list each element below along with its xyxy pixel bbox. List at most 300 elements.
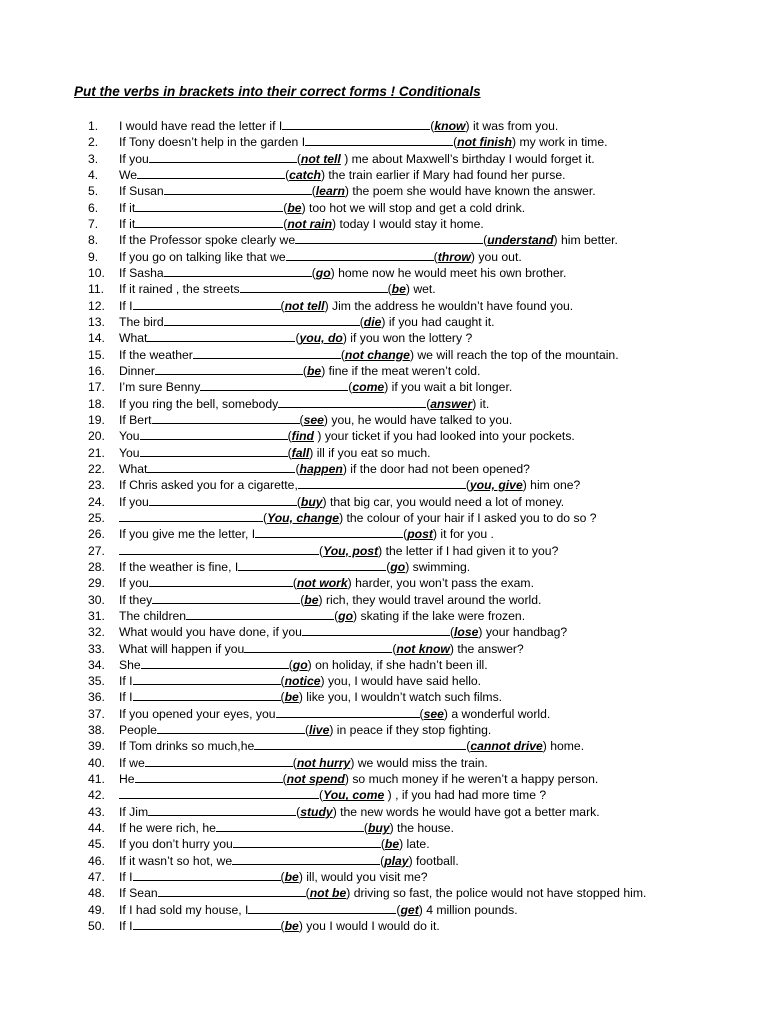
item-sentence — [119, 771, 598, 787]
sentence-start: If Tom drinks so much,he — [119, 739, 255, 754]
exercise-item — [88, 249, 758, 265]
sentence-start: The bird — [119, 314, 164, 329]
item-number: 20. — [88, 429, 105, 444]
verb-hint: You, change — [267, 510, 340, 525]
answer-blank[interactable] — [119, 510, 263, 522]
item-number: 7. — [88, 216, 99, 231]
exercise-item — [88, 477, 758, 493]
sentence-end: ) the house. — [389, 821, 454, 836]
sentence-end: ) late. — [399, 837, 430, 852]
sentence-end: ) if you had caught it. — [381, 314, 495, 329]
sentence-start: If it — [119, 216, 136, 231]
verb-hint: throw — [437, 249, 471, 264]
answer-blank[interactable] — [149, 151, 297, 163]
exercise-item — [88, 738, 758, 754]
item-sentence — [119, 298, 573, 314]
open-bracket: ( — [311, 184, 316, 199]
open-bracket: ( — [380, 837, 385, 852]
verb-hint: happen — [299, 461, 343, 476]
answer-blank[interactable] — [135, 216, 283, 228]
item-number: 36. — [88, 690, 105, 705]
sentence-end: ) , if you had had more time ? — [384, 788, 547, 803]
exercise-item — [88, 836, 758, 852]
open-bracket: ( — [449, 625, 454, 640]
open-bracket: ( — [283, 200, 288, 215]
sentence-end: ) it for you . — [432, 527, 494, 542]
item-sentence — [119, 673, 481, 689]
verb-hint: be — [384, 837, 400, 852]
open-bracket: ( — [403, 527, 408, 542]
answer-blank[interactable] — [133, 918, 281, 930]
item-sentence — [119, 428, 575, 444]
open-bracket: ( — [299, 412, 304, 427]
exercise-item — [88, 347, 758, 363]
answer-blank[interactable] — [216, 820, 364, 832]
sentence-end: ) the letter if I had given it to you? — [378, 543, 559, 558]
open-bracket: ( — [419, 706, 424, 721]
open-bracket: ( — [296, 151, 301, 166]
item-number: 21. — [88, 445, 105, 460]
verb-hint: be — [306, 363, 322, 378]
answer-blank[interactable] — [200, 379, 348, 391]
item-number: 39. — [88, 739, 105, 754]
answer-blank[interactable] — [295, 232, 483, 244]
open-bracket: ( — [296, 494, 301, 509]
verb-hint: you, give — [469, 478, 523, 493]
item-sentence — [119, 853, 459, 869]
open-bracket: ( — [280, 298, 285, 313]
answer-blank[interactable] — [147, 330, 295, 342]
item-sentence — [119, 657, 488, 673]
verb-hint: catch — [289, 167, 321, 182]
sentence-start: If I had sold my house, I — [119, 902, 249, 917]
verb-hint: understand — [487, 233, 554, 248]
item-sentence — [119, 706, 550, 722]
exercise-item — [88, 428, 758, 444]
exercise-item — [88, 902, 758, 918]
answer-blank[interactable] — [240, 281, 388, 293]
answer-blank[interactable] — [248, 902, 396, 914]
sentence-end: ) the answer? — [449, 641, 524, 656]
exercise-item — [88, 526, 758, 542]
open-bracket: ( — [340, 347, 345, 362]
answer-blank[interactable] — [119, 543, 319, 555]
exercise-item — [88, 363, 758, 379]
sentence-start: What — [119, 461, 148, 476]
item-sentence — [119, 608, 525, 624]
sentence-start: If I — [119, 674, 133, 689]
verb-hint: not know — [396, 641, 450, 656]
answer-blank[interactable] — [149, 575, 293, 587]
item-number: 5. — [88, 184, 99, 199]
item-number: 4. — [88, 167, 99, 182]
answer-blank[interactable] — [155, 363, 303, 375]
answer-blank[interactable] — [148, 804, 296, 816]
exercise-item — [88, 265, 758, 281]
verb-hint: fall — [291, 445, 310, 460]
sentence-start: If Susan — [119, 184, 164, 199]
sentence-start: He — [119, 772, 135, 787]
sentence-end: ) the colour of your hair if I asked you to do so ? — [339, 510, 597, 525]
item-number: 16. — [88, 363, 105, 378]
item-sentence — [119, 869, 428, 885]
open-bracket: ( — [280, 690, 285, 705]
open-bracket: ( — [430, 119, 435, 133]
sentence-end: ) rich, they would travel around the world. — [318, 592, 542, 607]
verb-hint: be — [287, 200, 302, 215]
verb-hint: come — [352, 380, 385, 395]
sentence-end: ) swimming. — [405, 559, 471, 574]
sentence-end: ) football. — [408, 853, 459, 868]
open-bracket: ( — [280, 870, 285, 885]
answer-blank[interactable] — [157, 722, 305, 734]
answer-blank[interactable] — [140, 445, 288, 457]
sentence-start: If it wasn’t so hot, we — [119, 853, 233, 868]
sentence-end: ) a wonderful world. — [443, 706, 551, 721]
item-sentence — [119, 363, 480, 379]
answer-blank[interactable] — [244, 641, 392, 653]
item-sentence — [119, 265, 566, 281]
answer-blank[interactable] — [193, 347, 341, 359]
answer-blank[interactable] — [147, 461, 295, 473]
open-bracket: ( — [466, 739, 471, 754]
exercise-item — [88, 771, 758, 787]
exercise-item — [88, 673, 758, 689]
open-bracket: ( — [287, 429, 292, 444]
sentence-end: ) if you wait a bit longer. — [384, 380, 513, 395]
sentence-start: If you ring the bell, somebody — [119, 396, 279, 411]
sentence-end: ) we will reach the top of the mountain. — [409, 347, 619, 362]
answer-blank[interactable] — [152, 592, 300, 604]
item-sentence — [119, 787, 546, 803]
verb-hint: notice — [284, 674, 321, 689]
answer-blank[interactable] — [286, 249, 434, 261]
open-bracket: ( — [305, 886, 310, 901]
open-bracket: ( — [392, 641, 397, 656]
answer-blank[interactable] — [238, 559, 386, 571]
exercise-item — [88, 820, 758, 836]
exercise-item — [88, 461, 758, 477]
open-bracket: ( — [348, 380, 353, 395]
verb-hint: learn — [315, 184, 345, 199]
sentence-end: ) your handbag? — [478, 625, 568, 640]
item-number: 10. — [88, 265, 105, 280]
verb-hint: get — [400, 902, 419, 917]
sentence-start: We — [119, 167, 138, 182]
answer-blank[interactable] — [164, 314, 360, 326]
exercise-item — [88, 412, 758, 428]
sentence-end: ) your ticket if you had looked into your pockets. — [313, 429, 575, 444]
item-sentence — [119, 689, 502, 705]
verb-hint: buy — [367, 821, 390, 836]
item-sentence — [119, 592, 541, 608]
exercise-item — [88, 787, 758, 803]
verb-hint: not work — [296, 576, 348, 591]
item-number: 6. — [88, 200, 99, 215]
verb-hint: cannot drive — [470, 739, 543, 754]
answer-blank[interactable] — [141, 657, 289, 669]
answer-blank[interactable] — [133, 689, 281, 701]
open-bracket: ( — [453, 135, 458, 150]
item-number: 1. — [88, 119, 99, 133]
verb-hint: be — [304, 592, 319, 607]
item-number: 49. — [88, 902, 105, 917]
sentence-start: If Tony doesn’t help in the garden I — [119, 135, 306, 150]
item-sentence — [119, 232, 618, 248]
open-bracket: ( — [300, 592, 305, 607]
answer-blank[interactable] — [137, 167, 285, 179]
exercise-item — [88, 755, 758, 771]
sentence-end: ) the train earlier if Mary had found her purse. — [320, 167, 566, 182]
exercise-item — [88, 510, 758, 526]
exercise-item — [88, 396, 758, 412]
item-sentence — [119, 510, 597, 526]
open-bracket: ( — [287, 445, 292, 460]
verb-hint: not hurry — [296, 755, 351, 770]
verb-hint: go — [292, 657, 308, 672]
exercise-item — [88, 445, 758, 461]
answer-blank[interactable] — [254, 738, 466, 750]
verb-hint: be — [284, 690, 299, 705]
verb-hint: die — [363, 314, 382, 329]
item-sentence — [119, 118, 558, 134]
item-sentence — [119, 200, 525, 216]
exercise-item — [88, 592, 758, 608]
item-sentence — [119, 167, 566, 183]
sentence-start: If the weather is fine, I — [119, 559, 239, 574]
open-bracket: ( — [285, 167, 290, 182]
open-bracket: ( — [288, 657, 293, 672]
sentence-end: ) me about Maxwell’s birthday I would forget it. — [340, 151, 595, 166]
open-bracket: ( — [296, 804, 301, 819]
answer-blank[interactable] — [133, 673, 281, 685]
exercise-item — [88, 118, 758, 134]
answer-blank[interactable] — [158, 885, 306, 897]
item-number: 43. — [88, 804, 105, 819]
sentence-start: What — [119, 331, 148, 346]
sentence-end: ) the new words he would have got a better mark. — [332, 804, 600, 819]
sentence-end: ) today I would stay it home. — [332, 216, 484, 231]
answer-blank[interactable] — [282, 118, 430, 130]
verb-hint: play — [384, 853, 409, 868]
open-bracket: ( — [319, 543, 324, 558]
exercise-item — [88, 853, 758, 869]
exercise-item — [88, 869, 758, 885]
sentence-end: ) too hot we will stop and get a cold drink. — [301, 200, 526, 215]
answer-blank[interactable] — [255, 526, 403, 538]
exercise-item — [88, 706, 758, 722]
open-bracket: ( — [295, 461, 300, 476]
answer-blank[interactable] — [133, 869, 281, 881]
item-number: 26. — [88, 527, 105, 542]
sentence-start: If we — [119, 755, 145, 770]
sentence-end: ) you, he would have talked to you. — [323, 412, 513, 427]
answer-blank[interactable] — [119, 787, 319, 799]
exercise-item — [88, 379, 758, 395]
item-sentence — [119, 738, 584, 754]
sentence-start: You — [119, 445, 140, 460]
sentence-end: ) my work in time. — [512, 135, 608, 150]
item-number: 24. — [88, 494, 105, 509]
open-bracket: ( — [380, 853, 385, 868]
exercise-item — [88, 200, 758, 216]
verb-hint: go — [390, 559, 406, 574]
sentence-end: ) him one? — [522, 478, 581, 493]
verb-hint: be — [284, 870, 299, 885]
verb-hint: not tell — [284, 298, 325, 313]
sentence-end: ) wet. — [405, 282, 436, 297]
sentence-end: ) in peace if they stop fighting. — [329, 723, 492, 738]
sentence-end: ) driving so fast, the police would not have stopped him. — [346, 886, 647, 901]
item-number: 34. — [88, 657, 105, 672]
answer-blank[interactable] — [276, 706, 420, 718]
answer-blank[interactable] — [302, 624, 450, 636]
item-number: 48. — [88, 886, 105, 901]
sentence-start: I would have read the letter if I — [119, 119, 283, 133]
item-sentence — [119, 412, 512, 428]
open-bracket: ( — [280, 919, 285, 934]
open-bracket: ( — [359, 314, 364, 329]
exercise-list — [88, 118, 758, 934]
sentence-start: If it — [119, 200, 136, 215]
answer-blank[interactable] — [232, 853, 380, 865]
item-number: 47. — [88, 870, 105, 885]
item-number: 18. — [88, 396, 105, 411]
exercise-item — [88, 885, 758, 901]
exercise-item — [88, 722, 758, 738]
item-number: 19. — [88, 412, 105, 427]
sentence-end: ) 4 million pounds. — [418, 902, 518, 917]
open-bracket: ( — [319, 788, 324, 803]
item-number: 9. — [88, 249, 99, 264]
item-sentence — [119, 216, 484, 232]
sentence-end: ) if you won the lottery ? — [342, 331, 473, 346]
item-sentence — [119, 526, 494, 542]
sentence-start: You — [119, 429, 140, 444]
sentence-end: ) you I would I would do it. — [298, 919, 440, 934]
exercise-item — [88, 298, 758, 314]
answer-blank[interactable] — [135, 771, 283, 783]
sentence-start: If Jim — [119, 804, 149, 819]
answer-blank[interactable] — [135, 200, 283, 212]
answer-blank[interactable] — [140, 428, 288, 440]
sentence-end: ) Jim the address he wouldn’t have found you. — [324, 298, 574, 313]
item-number: 35. — [88, 674, 105, 689]
open-bracket: ( — [426, 396, 431, 411]
open-bracket: ( — [433, 249, 438, 264]
item-sentence — [119, 918, 440, 934]
sentence-start: If I — [119, 690, 133, 705]
item-number: 30. — [88, 592, 105, 607]
sentence-start: If Bert — [119, 412, 152, 427]
sentence-end: ) that big car, you would need a lot of money. — [322, 494, 565, 509]
open-bracket: ( — [311, 265, 316, 280]
answer-blank[interactable] — [164, 265, 312, 277]
item-sentence — [119, 379, 512, 395]
item-sentence — [119, 559, 470, 575]
verb-hint: lose — [454, 625, 479, 640]
answer-blank[interactable] — [186, 608, 334, 620]
open-bracket: ( — [283, 216, 288, 231]
item-number: 50. — [88, 919, 105, 934]
answer-blank[interactable] — [164, 183, 312, 195]
exercise-item — [88, 151, 758, 167]
exercise-item — [88, 183, 758, 199]
answer-blank[interactable] — [305, 134, 453, 146]
sentence-start: The children — [119, 608, 187, 623]
sentence-start: If I — [119, 919, 133, 934]
answer-blank[interactable] — [278, 396, 426, 408]
item-number: 23. — [88, 478, 105, 493]
item-number: 32. — [88, 625, 105, 640]
answer-blank[interactable] — [133, 298, 281, 310]
verb-hint: not be — [309, 886, 347, 901]
sentence-start: If I — [119, 870, 133, 885]
item-sentence — [119, 820, 454, 836]
item-number: 33. — [88, 641, 105, 656]
sentence-end: ) skating if the lake were frozen. — [353, 608, 526, 623]
exercise-item — [88, 167, 758, 183]
verb-hint: study — [300, 804, 333, 819]
item-sentence — [119, 755, 488, 771]
verb-hint: not finish — [457, 135, 513, 150]
sentence-start: What would you have done, if you — [119, 625, 302, 640]
verb-hint: not rain — [287, 216, 333, 231]
item-number: 41. — [88, 772, 105, 787]
sentence-start: If you — [119, 151, 149, 166]
answer-blank[interactable] — [149, 494, 297, 506]
sentence-start: If you opened your eyes, you — [119, 706, 276, 721]
sentence-start: People — [119, 723, 157, 738]
item-number: 28. — [88, 559, 105, 574]
verb-hint: not change — [344, 347, 410, 362]
verb-hint: know — [434, 119, 466, 133]
open-bracket: ( — [292, 755, 297, 770]
verb-hint: see — [303, 412, 324, 427]
worksheet-title: Put the verbs in brackets into their correct forms ! Conditionals — [74, 84, 481, 99]
answer-blank[interactable] — [298, 477, 466, 489]
item-number: 44. — [88, 821, 105, 836]
exercise-item — [88, 216, 758, 232]
sentence-end: ) we would miss the train. — [350, 755, 488, 770]
verb-hint: You, come — [323, 788, 385, 803]
answer-blank[interactable] — [145, 755, 293, 767]
verb-hint: you, do — [299, 331, 343, 346]
verb-hint: find — [291, 429, 314, 444]
exercise-item — [88, 330, 758, 346]
open-bracket: ( — [302, 363, 307, 378]
answer-blank[interactable] — [233, 836, 381, 848]
item-sentence — [119, 151, 595, 167]
verb-hint: be — [391, 282, 406, 297]
item-number: 15. — [88, 347, 105, 362]
exercise-item — [88, 804, 758, 820]
answer-blank[interactable] — [152, 412, 300, 424]
item-number: 27. — [88, 543, 105, 558]
verb-hint: buy — [300, 494, 323, 509]
sentence-end: ) home now he would meet his own brother. — [330, 265, 567, 280]
item-sentence — [119, 183, 596, 199]
sentence-end: ) if the door had not been opened? — [342, 461, 530, 476]
sentence-start: If Sean — [119, 886, 158, 901]
item-sentence — [119, 836, 430, 852]
exercise-item — [88, 689, 758, 705]
sentence-end: ) him better. — [553, 233, 618, 248]
exercise-item — [88, 281, 758, 297]
sentence-start: Dinner — [119, 363, 155, 378]
sentence-end: ) you out. — [470, 249, 522, 264]
sentence-end: ) harder, you won’t pass the exam. — [347, 576, 534, 591]
